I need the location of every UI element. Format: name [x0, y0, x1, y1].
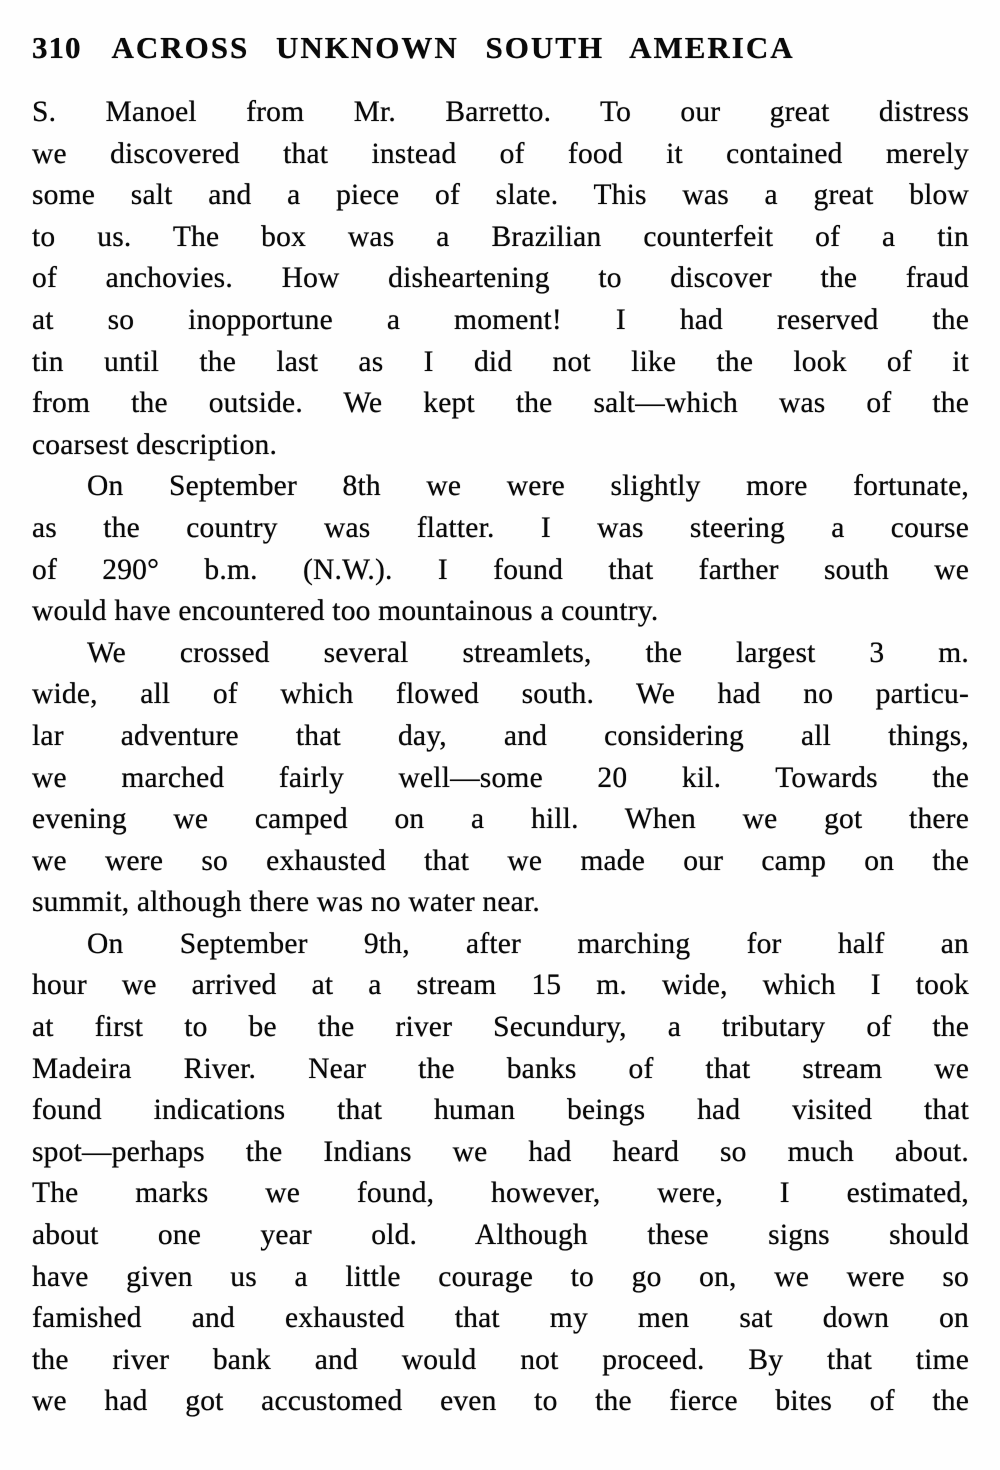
text-line: of 290° b.m. (N.W.). I found that farther south we: [32, 553, 969, 586]
text-line: S. Manoel from Mr. Barretto. To our great distress: [32, 96, 969, 128]
text-line: the river bank and would not proceed. By that time: [32, 1343, 969, 1376]
text-line: found indications that human beings had visited that: [32, 1094, 969, 1127]
text-line: as the country was flatter. I was steering a course: [32, 511, 969, 544]
text-line: lar adventure that day, and considering all things,: [32, 719, 969, 752]
text-line: We crossed several streamlets, the largest 3 m.: [87, 636, 969, 669]
running-title: ACROSS UNKNOWN SOUTH AMERICA: [111, 30, 795, 65]
text-line: wide, all of which flowed south. We had no particu-: [32, 678, 969, 711]
running-header: [0, 0, 1000, 66]
text-line: would have encountered too mountainous a country.: [32, 595, 659, 628]
text-line: about one year old. Although these signs should: [32, 1219, 969, 1252]
text-line: we discovered that instead of food it contained merely: [32, 137, 969, 170]
text-line: The marks we found, however, were, I estimated,: [32, 1177, 969, 1210]
text-line: of anchovies. How disheartening to discover the fraud: [32, 262, 969, 295]
text-line: to us. The box was a Brazilian counterfeit of a tin: [32, 220, 969, 253]
text-line: On September 8th we were slightly more fortunate,: [87, 470, 969, 503]
text-line: hour we arrived at a stream 15 m. wide, which I took: [32, 969, 969, 1002]
text-line: famished and exhausted that my men sat down on: [32, 1302, 969, 1335]
text-line: some salt and a piece of slate. This was a great blow: [32, 179, 969, 212]
text-line: summit, although there was no water near.: [32, 886, 540, 919]
page-text: [0, 66, 1000, 1423]
text-line: Madeira River. Near the banks of that stream we: [32, 1052, 969, 1085]
text-line: have given us a little courage to go on, we were so: [32, 1260, 969, 1293]
text-line: spot—perhaps the Indians we had heard so much about.: [32, 1135, 969, 1168]
text-line: we had got accustomed even to the fierce bites of the: [32, 1385, 969, 1418]
text-line: at first to be the river Secundury, a tributary of the: [32, 1011, 969, 1044]
text-line: On September 9th, after marching for half an: [87, 927, 969, 960]
text-line: tin until the last as I did not like the look of it: [32, 345, 969, 378]
text-line: evening we camped on a hill. When we got there: [32, 803, 969, 836]
page-number: 310: [32, 30, 82, 65]
text-line: we marched fairly well—some 20 kil. Towards the: [32, 761, 969, 794]
text-line: we were so exhausted that we made our camp on the: [32, 844, 969, 877]
text-line: coarsest description.: [32, 428, 278, 461]
text-line: from the outside. We kept the salt—which was of the: [32, 387, 969, 420]
text-line: at so inopportune a moment! I had reserved the: [32, 303, 969, 336]
